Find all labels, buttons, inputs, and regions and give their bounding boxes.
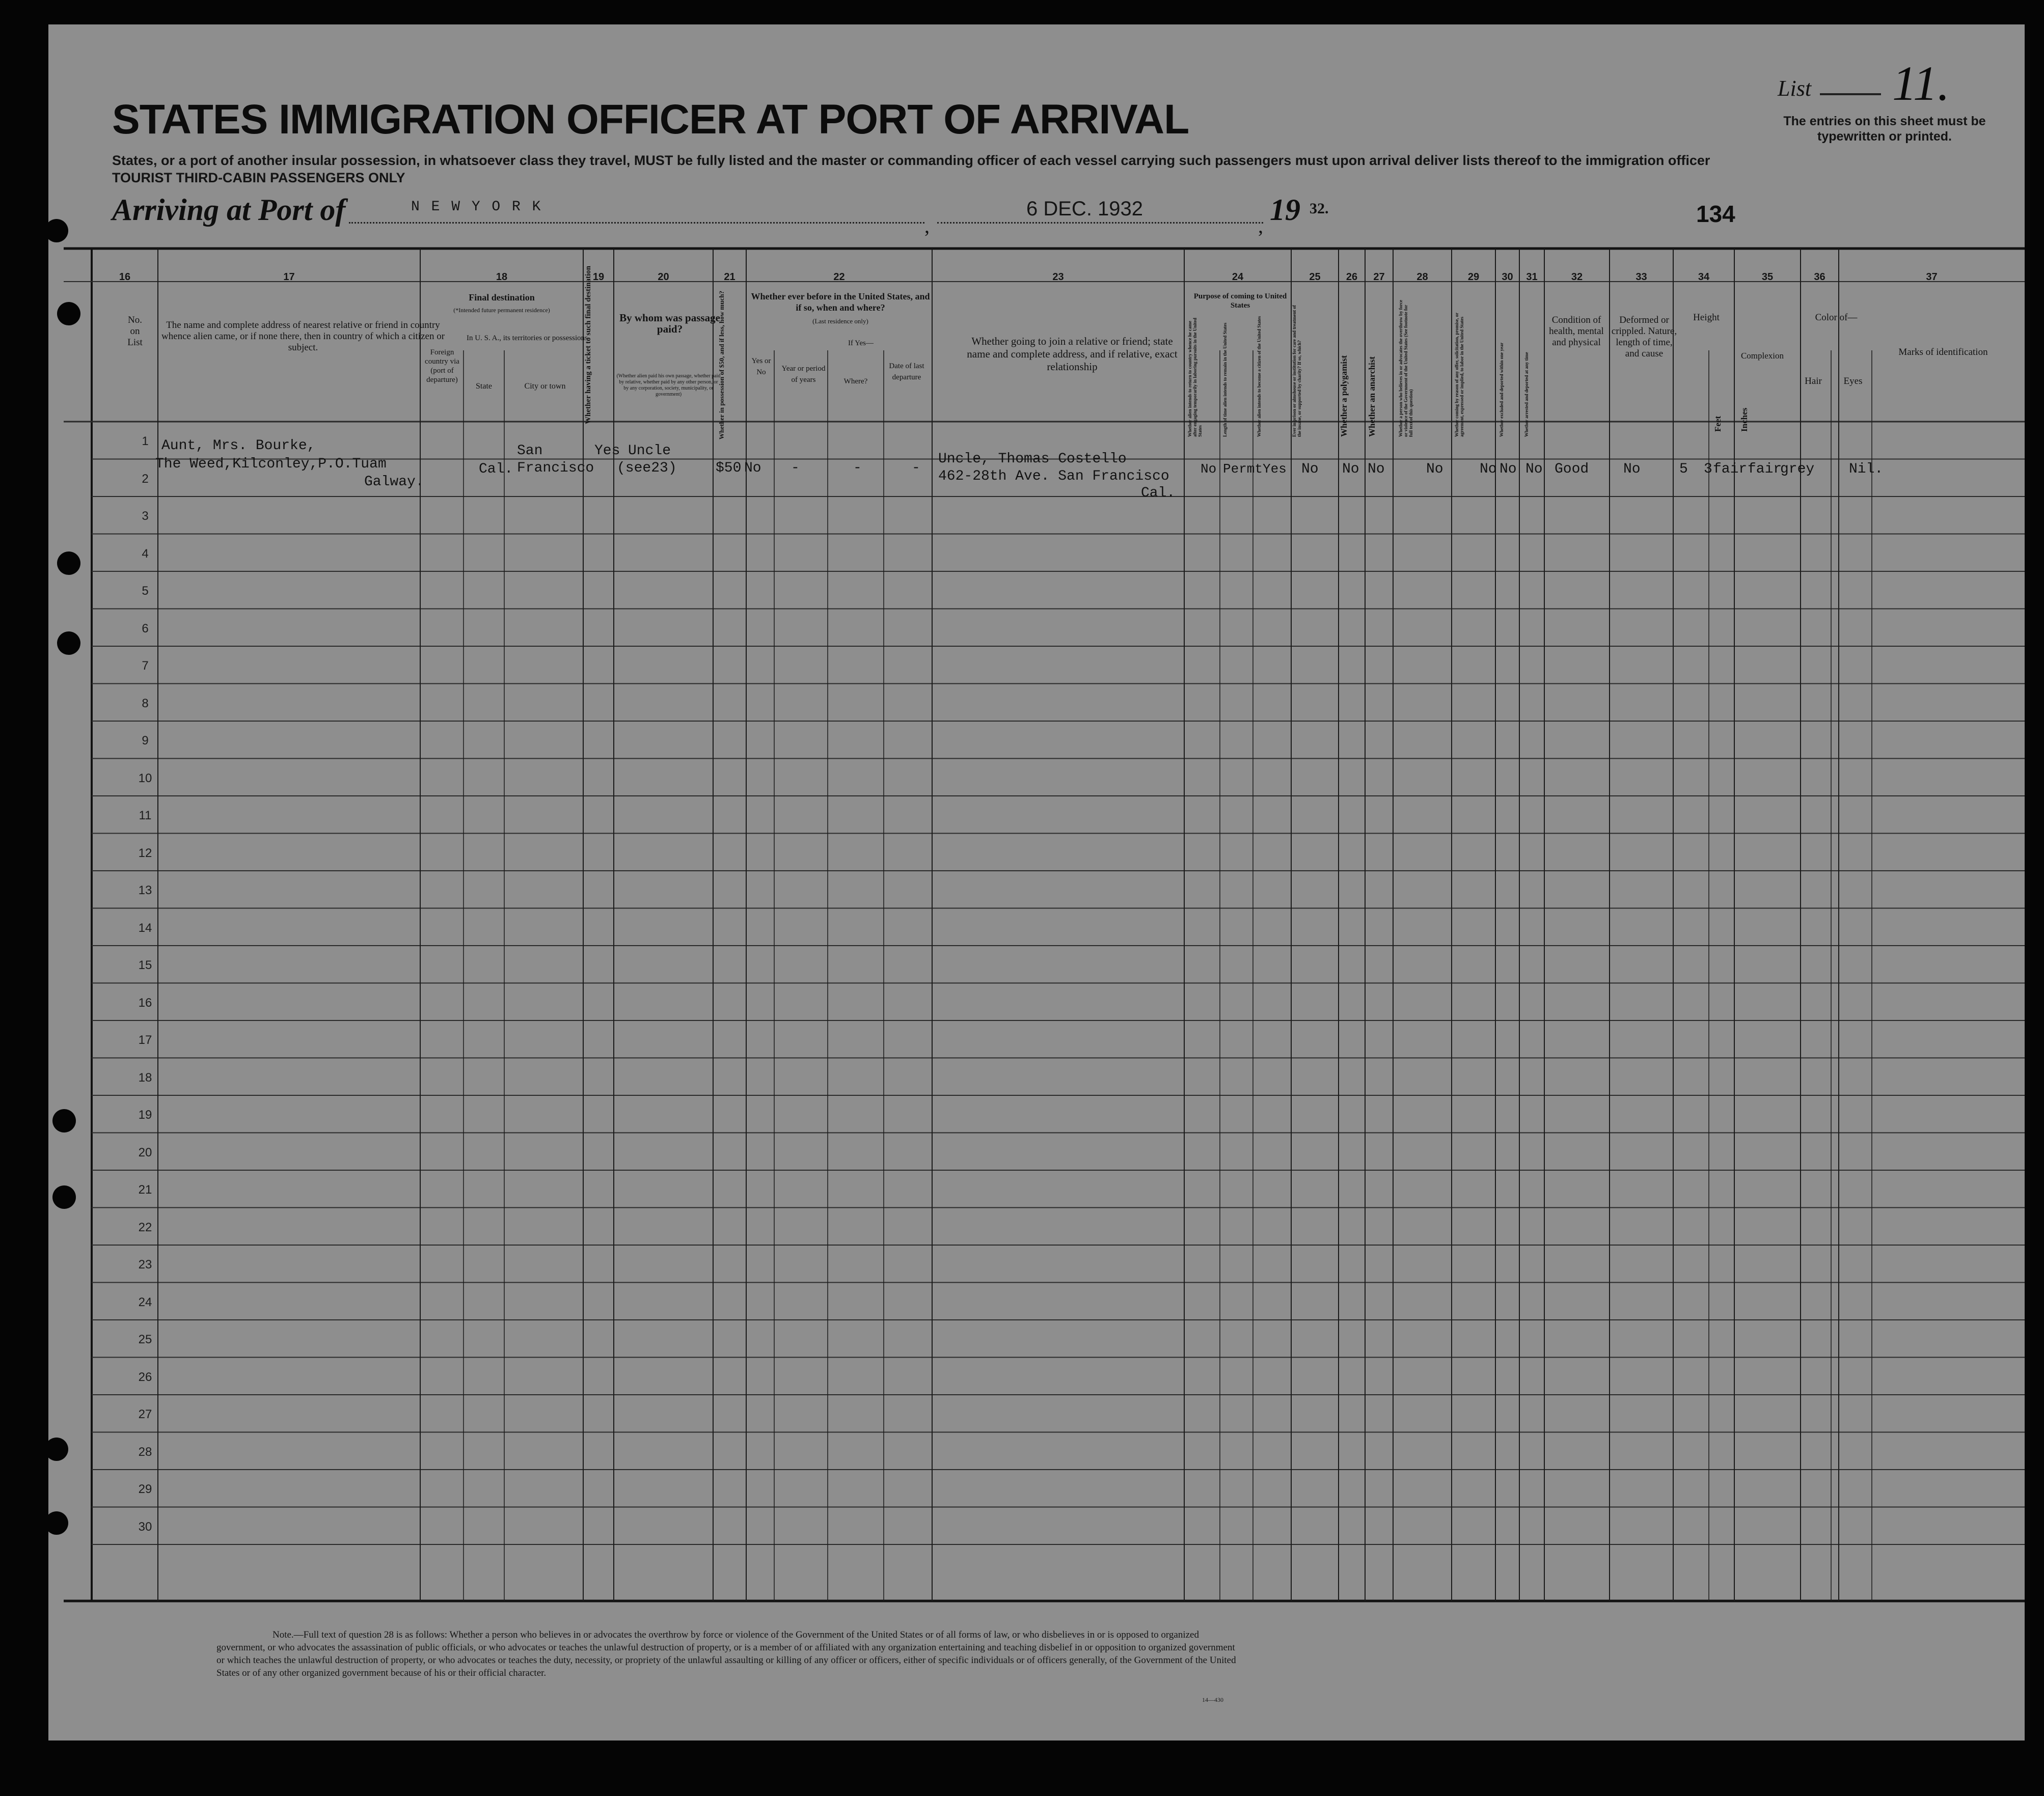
year-prefix: 19	[1270, 193, 1300, 227]
overthrow-value: No	[1426, 461, 1443, 477]
column-number-27: 27	[1373, 271, 1385, 283]
row-number: 22	[138, 1220, 152, 1234]
row-number: 17	[138, 1033, 152, 1047]
year-suffix: 32.	[1310, 200, 1329, 217]
complexion-value: fair	[1713, 461, 1748, 477]
col19-header: Whether having a ticket to such final destination	[584, 266, 592, 424]
col24-b: Length of time alien intends to remain in the United States	[1222, 322, 1228, 437]
col21-header: Whether in possession of $50, and if less, how much?	[718, 291, 725, 439]
before-in-us-value: No	[744, 460, 761, 476]
table-grid	[48, 24, 2025, 1740]
col25-header: Ever in prison or almshouse or institution for care and treatment of the insane, or supported by charity? If so, which?	[1292, 305, 1302, 437]
row-number: 28	[138, 1445, 152, 1459]
col20-title: By whom was passage paid?	[619, 312, 720, 335]
col22-date: Date of last departure	[889, 362, 924, 381]
col28-header: Whether a person who believes in or advocates the overthrow by force or violence of the Government of the United States (See footnote for full text of this question)	[1398, 299, 1413, 437]
col31-header: Whether arrested and deported at any time	[1524, 352, 1529, 437]
col20-note: (Whether alien paid his own passage, whether paid by relative, whether paid by any other person, or by any corporation, society, municipality, or government)	[616, 373, 721, 397]
row-number: 1	[142, 434, 149, 448]
eyes-value: grey	[1780, 461, 1815, 477]
col18-note: (*Intended future permanent residence)	[453, 307, 550, 314]
column-number-23: 23	[1052, 271, 1064, 283]
year-period-value: -	[791, 460, 800, 476]
row-number: 4	[142, 546, 149, 561]
column-number-17: 17	[283, 271, 295, 283]
column-number-22: 22	[833, 271, 845, 283]
column-number-20: 20	[658, 271, 669, 283]
row-number: 3	[142, 509, 149, 523]
col26-header: Whether a polygamist	[1339, 355, 1349, 437]
excluded-value: No	[1500, 461, 1517, 477]
punch-hole	[52, 1185, 76, 1209]
column-number-35: 35	[1761, 271, 1774, 283]
col35-header: Complexion	[1740, 351, 1784, 361]
col33-header: Deformed or crippled. Nature, length of time, and cause	[1611, 315, 1677, 359]
column-number-37: 37	[1926, 271, 1938, 283]
passage-line-1: Uncle	[628, 443, 671, 459]
column-number-25: 25	[1309, 271, 1321, 283]
dest-city-line-1: San	[517, 443, 543, 459]
col18-title: Final destination	[469, 292, 535, 302]
row-number: 23	[138, 1258, 152, 1272]
column-number-33: 33	[1636, 271, 1647, 283]
col37-header: Marks of identification	[1898, 347, 1988, 357]
col18-foreign: Foreign country via (port of departure)	[425, 348, 459, 384]
list-label: List	[1778, 76, 1812, 101]
col16-header: No. on List	[127, 315, 143, 348]
col23-header: Whether going to join a relative or friend; state name and complete address, and if relative, exact relationship	[967, 335, 1178, 373]
join-line-2: 462-28th Ave. San Francisco	[938, 468, 1169, 484]
deformed-value: No	[1623, 461, 1641, 477]
col22-title: Whether ever before in the United States, and if so, when and where?	[751, 291, 930, 313]
column-number-34: 34	[1698, 271, 1710, 283]
anarchist-value: No	[1368, 461, 1385, 477]
polygamist-value: No	[1342, 461, 1359, 477]
row-number: 10	[138, 771, 152, 785]
col22-ifyes: If Yes—	[848, 339, 874, 347]
col18-usa: In U. S. A., its territories or possessions	[467, 334, 588, 342]
column-number-29: 29	[1467, 271, 1480, 283]
col30-header: Whether excluded and deported within one year	[1499, 342, 1504, 437]
column-number-32: 32	[1571, 271, 1583, 283]
dest-city-line-2: Francisco	[517, 460, 594, 476]
arrested-value: No	[1525, 461, 1543, 477]
arriving-label: Arriving at Port of	[112, 193, 346, 227]
port-of-arrival: N E W Y O R K	[411, 199, 542, 215]
page-title: STATES IMMIGRATION OFFICER AT PORT OF ARRIVAL	[112, 96, 1189, 143]
return-country-value: No	[1201, 461, 1217, 477]
health-value: Good	[1555, 461, 1589, 477]
punch-hole	[52, 1109, 76, 1132]
date-departure-value: -	[912, 460, 920, 476]
subtitle-line-2: TOURIST THIRD-CABIN PASSENGERS ONLY	[112, 170, 405, 185]
column-number-26: 26	[1346, 271, 1358, 283]
column-number-28: 28	[1416, 271, 1428, 283]
row-number: 25	[138, 1333, 152, 1346]
col22-yesno: Yes or No	[751, 357, 771, 376]
relative-line-2: The Weed,Kilconley,P.O.Tuam	[155, 456, 387, 472]
offer-labor-value: No	[1480, 461, 1497, 477]
prison-value: No	[1301, 461, 1319, 477]
where-value: -	[853, 460, 862, 476]
ticket-value: Yes	[594, 443, 620, 459]
list-number: 11.	[1892, 56, 1950, 110]
col34-inches: Inches	[1739, 407, 1749, 432]
hair-value: fair	[1748, 461, 1782, 477]
row-number: 8	[142, 696, 149, 710]
col18-city: City or town	[524, 382, 566, 391]
column-number-24: 24	[1232, 271, 1244, 283]
row-number: 18	[138, 1070, 152, 1085]
punch-hole	[57, 302, 80, 325]
feet-value: 5	[1679, 461, 1688, 477]
col22-where: Where?	[843, 377, 868, 385]
punch-hole	[57, 551, 80, 575]
column-number-31: 31	[1526, 271, 1538, 283]
relative-line-1: Aunt, Mrs. Bourke,	[161, 438, 316, 454]
join-line-1: Uncle, Thomas Costello	[938, 451, 1127, 467]
become-citizen-value: Yes	[1263, 461, 1287, 477]
col32-header: Condition of health, mental and physical	[1549, 315, 1604, 348]
column-number-30: 30	[1502, 271, 1513, 283]
col24-c: Whether alien intends to become a citizen of the United States	[1257, 316, 1262, 437]
col18-state: State	[476, 382, 492, 391]
row-number: 30	[138, 1519, 152, 1534]
row-number: 12	[138, 846, 152, 860]
col24-a: Whether alien intends to return to country whence he came after engaging temporarily in laboring pursuits in the United States	[1187, 318, 1203, 437]
passage-line-2: (see23)	[617, 460, 677, 476]
entries-note: The entries on this sheet must be typewritten or printed.	[1783, 114, 1986, 144]
col34-title: Height	[1693, 312, 1720, 323]
subtitle-line-1: States, or a port of another insular possession, in whatsoever class they travel, MUST be fully listed and the master or commanding officer of each vessel carrying such passengers must upon arrival deliver lists thereof to the immigration officer	[112, 153, 1710, 168]
row-number: 26	[138, 1370, 152, 1384]
row-number: 15	[138, 958, 152, 972]
manifest-sheet	[48, 24, 2025, 1740]
column-number-16: 16	[119, 271, 131, 283]
col27-header: Whether an anarchist	[1367, 356, 1377, 437]
row-number: 29	[138, 1482, 152, 1496]
dest-state: Cal.	[479, 461, 513, 477]
relative-line-3: Galway.	[364, 474, 424, 490]
punch-hole	[57, 631, 80, 655]
row-number: 27	[138, 1407, 152, 1421]
length-stay-value: Permt	[1223, 461, 1263, 477]
row-number: 11	[139, 809, 152, 822]
row-number: 6	[142, 621, 149, 635]
footnote: Note.—Full text of question 28 is as follows: Whether a person who believes in or advocates the overthrow by force or violence of the Government of the United States or of all forms of law, or who disbelieves in or is opposed to organized government, or who advocates the assassination of public officials, or who advocates or teaches the unlawful destruction of property, or is a member of or affiliated with any organization entertaining and teaching disbelief in or opposition to organized government or which teaches the unlawful destruction of property, or who advocates or teaches the duty, necessity, or propriety of the unlawful assaulting or killing of any officer or officers, either of specific individuals or of officers generally, of the Government of the United States or of any other organized government because of his or their official character.	[216, 1629, 1236, 1678]
col22-year: Year or period of years	[781, 365, 826, 384]
row-number: 2	[142, 472, 149, 486]
col36-title: Color of—	[1815, 312, 1858, 323]
row-number: 14	[138, 921, 152, 935]
col22-note: (Last residence only)	[812, 317, 868, 325]
col36-hair: Hair	[1805, 376, 1822, 386]
row-number: 7	[142, 659, 149, 673]
arrival-date-stamp: 6 DEC. 1932	[1026, 198, 1143, 220]
marks-value: Nil.	[1849, 461, 1884, 477]
row-number: 19	[138, 1108, 152, 1122]
col17-header: The name and complete address of nearest relative or friend in country whence alien came, or if none there, then in country of which a citizen or subject.	[161, 320, 445, 353]
column-number-19: 19	[592, 271, 605, 283]
column-number-18: 18	[496, 271, 508, 283]
page-number: 134	[1696, 201, 1735, 227]
comma-2: ,	[1258, 214, 1263, 237]
row-number: 24	[138, 1295, 152, 1309]
inches-value: 3	[1704, 461, 1712, 477]
row-number: 16	[138, 996, 152, 1010]
join-line-3: Cal.	[1141, 485, 1176, 501]
row-number: 20	[138, 1145, 152, 1159]
col36-eyes: Eyes	[1843, 376, 1863, 386]
col29-header: Whether coming by reason of any offer, solicitation, promise, or agreement, expressed or implied, to labor in the United States	[1454, 313, 1464, 437]
row-number: 9	[142, 734, 149, 748]
money-value: $50	[716, 460, 742, 476]
form-code: 14—430	[1202, 1696, 1223, 1703]
col34-feet: Feet	[1713, 416, 1723, 432]
row-number: 21	[138, 1183, 152, 1197]
col24-title: Purpose of coming to United States	[1193, 292, 1287, 310]
column-number-36: 36	[1814, 271, 1825, 283]
row-number: 5	[142, 584, 149, 598]
row-number: 13	[138, 883, 152, 897]
comma: ,	[924, 214, 930, 237]
column-number-21: 21	[724, 271, 735, 283]
